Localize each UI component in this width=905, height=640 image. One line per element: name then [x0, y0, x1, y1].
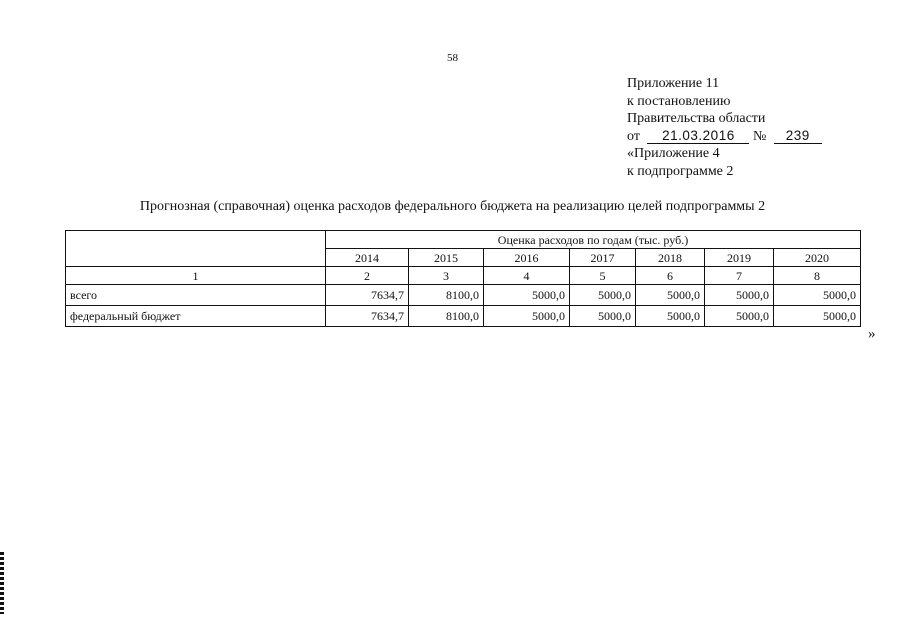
date-prefix: от [627, 128, 640, 144]
appendix-block [627, 75, 822, 180]
year-header: 2014 [326, 249, 409, 267]
table-row [66, 306, 861, 327]
row-label: федеральный бюджет [66, 306, 326, 327]
header-blank-cell [66, 231, 326, 267]
closing-quote: » [868, 326, 876, 342]
value-cell: 5000,0 [705, 306, 774, 327]
appendix-line: к постановлению [627, 93, 731, 109]
number-prefix: № [752, 128, 767, 144]
value-cell: 5000,0 [636, 285, 705, 306]
appendix-line: «Приложение 4 [627, 146, 720, 161]
column-number: 4 [484, 267, 570, 285]
appendix-date-line [627, 128, 822, 146]
value-cell: 5000,0 [484, 285, 570, 306]
document-title: Прогнозная (справочная) оценка расходов федерального бюджета на реализацию целей подпрограммы 2 [139, 199, 766, 214]
year-header: 2015 [409, 249, 484, 267]
value-cell: 5000,0 [774, 306, 861, 327]
table-row [66, 285, 861, 306]
budget-table [65, 230, 861, 327]
value-cell: 8100,0 [409, 306, 484, 327]
value-cell: 5000,0 [774, 285, 861, 306]
value-cell: 7634,7 [326, 306, 409, 327]
year-header: 2019 [705, 249, 774, 267]
year-header: 2016 [484, 249, 570, 267]
page-number: 58 [447, 52, 458, 64]
value-cell: 5000,0 [636, 306, 705, 327]
value-cell: 5000,0 [705, 285, 774, 306]
column-number: 8 [774, 267, 861, 285]
column-number: 1 [66, 267, 326, 285]
column-number: 5 [570, 267, 636, 285]
column-number: 6 [636, 267, 705, 285]
year-header: 2018 [636, 249, 705, 267]
column-number: 7 [705, 267, 774, 285]
year-header: 2017 [570, 249, 636, 267]
value-cell: 8100,0 [409, 285, 484, 306]
value-cell: 5000,0 [570, 306, 636, 327]
value-cell: 5000,0 [570, 285, 636, 306]
date-value: 21.03.2016 [647, 129, 749, 144]
appendix-line: к подпрограмме 2 [627, 163, 734, 179]
scan-edge-marks [0, 552, 4, 614]
column-number: 2 [326, 267, 409, 285]
appendix-line: Приложение 11 [627, 76, 720, 91]
year-header: 2020 [774, 249, 861, 267]
number-value: 239 [774, 129, 822, 144]
group-header: Оценка расходов по годам (тыс. руб.) [326, 231, 861, 249]
appendix-line: Правительства области [627, 111, 766, 126]
value-cell: 7634,7 [326, 285, 409, 306]
value-cell: 5000,0 [484, 306, 570, 327]
row-label: всего [66, 285, 326, 306]
column-number: 3 [409, 267, 484, 285]
